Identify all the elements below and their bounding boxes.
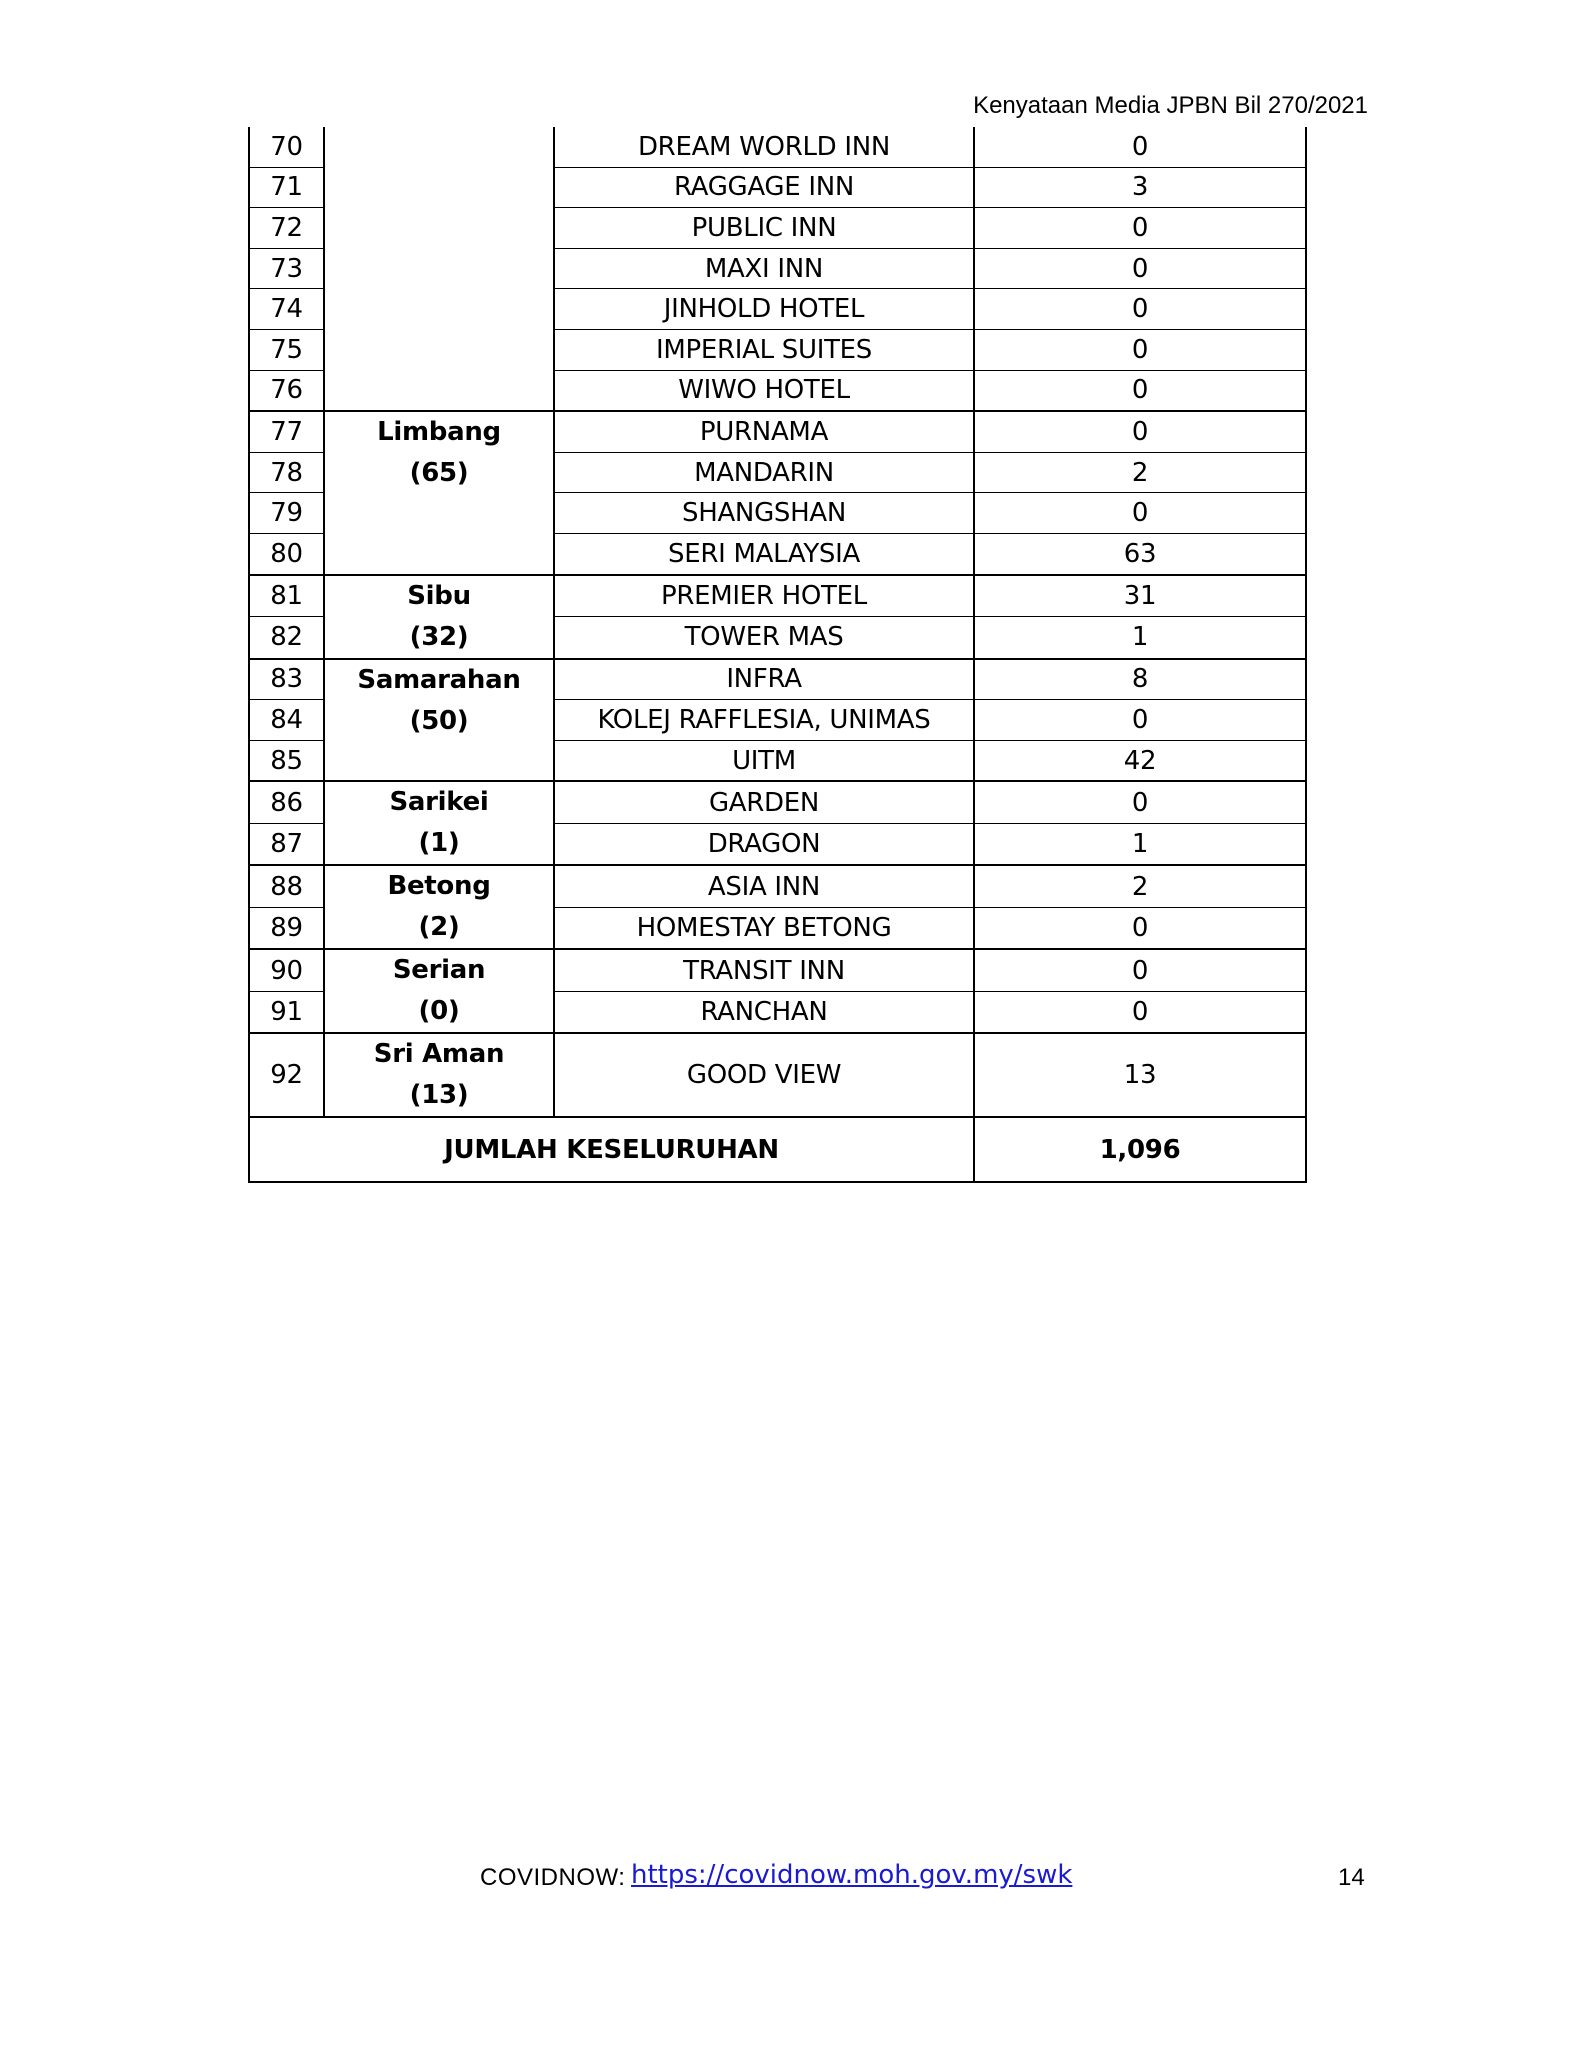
row-number: 76: [249, 370, 324, 411]
district-name: Serian: [392, 955, 486, 986]
case-count: 8: [974, 659, 1306, 700]
case-count: 0: [974, 127, 1306, 167]
district-name: Sarikei: [389, 787, 489, 818]
row-number: 79: [249, 493, 324, 534]
table-row: [249, 575, 1306, 617]
district-total: (65): [409, 458, 469, 489]
hotel-name: INFRA: [554, 659, 974, 700]
table-row: [249, 949, 1306, 991]
district-name: Limbang: [377, 417, 501, 448]
case-count: 0: [974, 781, 1306, 823]
case-count: 63: [974, 533, 1306, 574]
case-count: 0: [974, 208, 1306, 249]
hotel-name: UITM: [554, 740, 974, 781]
hotel-name: ASIA INN: [554, 865, 974, 907]
case-count: 1: [974, 823, 1306, 865]
row-number: 74: [249, 289, 324, 330]
case-count: 1: [974, 617, 1306, 659]
total-row: [249, 1117, 1306, 1182]
row-number: 87: [249, 823, 324, 865]
hotel-name: RAGGAGE INN: [554, 167, 974, 208]
district-samarahan: [324, 659, 554, 782]
hotel-name: MANDARIN: [554, 452, 974, 493]
case-count: 31: [974, 575, 1306, 617]
total-value: 1,096: [974, 1117, 1306, 1182]
district-total: (1): [418, 828, 460, 859]
district-betong: [324, 865, 554, 949]
hotel-name: MAXI INN: [554, 248, 974, 289]
row-number: 92: [249, 1033, 324, 1117]
case-count: 0: [974, 907, 1306, 949]
table-row: [249, 865, 1306, 907]
district-sibu: [324, 575, 554, 659]
case-count: 13: [974, 1033, 1306, 1117]
footer-label: COVIDNOW:: [480, 1864, 626, 1891]
case-count: 3: [974, 167, 1306, 208]
hotel-name: JINHOLD HOTEL: [554, 289, 974, 330]
hotel-name: PURNAMA: [554, 411, 974, 452]
hotel-name: GOOD VIEW: [554, 1033, 974, 1117]
row-number: 89: [249, 907, 324, 949]
row-number: 91: [249, 991, 324, 1033]
row-number: 70: [249, 127, 324, 167]
case-count: 2: [974, 452, 1306, 493]
case-count: 0: [974, 991, 1306, 1033]
hotel-name: TOWER MAS: [554, 617, 974, 659]
case-count: 0: [974, 411, 1306, 452]
case-count: 0: [974, 289, 1306, 330]
hotel-name: SERI MALAYSIA: [554, 533, 974, 574]
case-count: 42: [974, 740, 1306, 781]
district-total: (13): [409, 1080, 469, 1111]
district-name: Sri Aman: [373, 1039, 505, 1070]
row-number: 90: [249, 949, 324, 991]
row-number: 82: [249, 617, 324, 659]
hotel-name: KOLEJ RAFFLESIA, UNIMAS: [554, 700, 974, 741]
row-number: 73: [249, 248, 324, 289]
row-number: 72: [249, 208, 324, 249]
district-name: Betong: [387, 871, 491, 902]
case-count: 0: [974, 700, 1306, 741]
case-count: 2: [974, 865, 1306, 907]
hotel-name: DREAM WORLD INN: [554, 127, 974, 167]
district-sarikei: [324, 781, 554, 865]
district-total: (32): [409, 621, 469, 652]
district-serian: [324, 949, 554, 1033]
hotel-name: GARDEN: [554, 781, 974, 823]
case-count: 0: [974, 370, 1306, 411]
hotel-name: IMPERIAL SUITES: [554, 329, 974, 370]
district-name: Samarahan: [357, 664, 521, 695]
row-number: 75: [249, 329, 324, 370]
row-number: 78: [249, 452, 324, 493]
page-number: 14: [1338, 1864, 1365, 1891]
table-row: [249, 1033, 1306, 1117]
district-name: Sibu: [407, 580, 471, 611]
case-count: 0: [974, 329, 1306, 370]
table-row: [249, 411, 1306, 452]
case-count: 0: [974, 493, 1306, 534]
row-number: 83: [249, 659, 324, 700]
hotel-name: TRANSIT INN: [554, 949, 974, 991]
row-number: 77: [249, 411, 324, 452]
document-header: Kenyataan Media JPBN Bil 270/2021: [973, 92, 1368, 119]
row-number: 81: [249, 575, 324, 617]
hotel-name: WIWO HOTEL: [554, 370, 974, 411]
hotel-name: PREMIER HOTEL: [554, 575, 974, 617]
district-limbang: [324, 411, 554, 574]
total-label: JUMLAH KESELURUHAN: [249, 1117, 974, 1182]
quarantine-hotel-table: [248, 127, 1307, 1183]
row-number: 86: [249, 781, 324, 823]
row-number: 84: [249, 700, 324, 741]
district-total: (50): [409, 705, 469, 736]
table-row: [249, 659, 1306, 700]
hotel-name: SHANGSHAN: [554, 493, 974, 534]
row-number: 85: [249, 740, 324, 781]
hotel-name: PUBLIC INN: [554, 208, 974, 249]
row-number: 80: [249, 533, 324, 574]
case-count: 0: [974, 949, 1306, 991]
hotel-name: RANCHAN: [554, 991, 974, 1033]
row-number: 88: [249, 865, 324, 907]
table-row: [249, 781, 1306, 823]
row-number: 71: [249, 167, 324, 208]
table-row: [249, 127, 1306, 167]
district-cell-continued: [324, 127, 554, 411]
district-sri-aman: [324, 1033, 554, 1117]
district-total: (2): [418, 912, 460, 943]
hotel-name: HOMESTAY BETONG: [554, 907, 974, 949]
case-count: 0: [974, 248, 1306, 289]
hotel-name: DRAGON: [554, 823, 974, 865]
district-total: (0): [418, 996, 460, 1027]
covidnow-link[interactable]: https://covidnow.moh.gov.my/swk: [631, 1860, 1073, 1890]
